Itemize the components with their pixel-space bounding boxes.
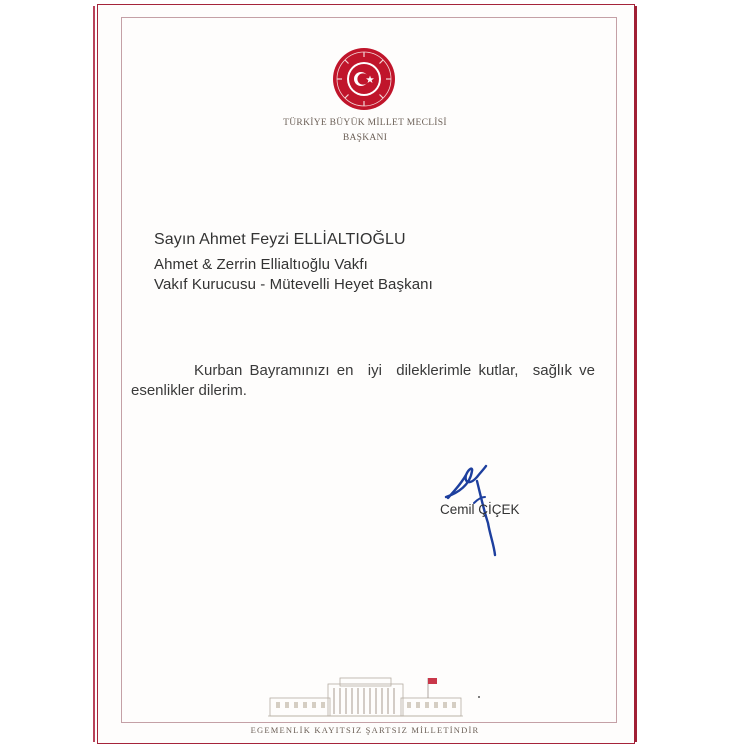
handwritten-signature (440, 463, 510, 573)
signer-name: Cemil ÇİÇEK (440, 502, 520, 517)
institution-name: TÜRKİYE BÜYÜK MİLLET MECLİSİ (283, 118, 447, 128)
footer-motto: EGEMENLİK KAYITSIZ ŞARTSIZ MİLLETİNDİR (250, 725, 480, 735)
recipient-name: Sayın Ahmet Feyzi ELLİALTIOĞLU (154, 231, 406, 248)
office-title: BAŞKANI (342, 133, 388, 143)
recipient-organization: Ahmet & Zerrin Ellialtıoğlu Vakfı (154, 256, 368, 273)
parliament-building-illustration (268, 672, 463, 718)
paper-speck (478, 696, 480, 698)
message-line-2: esenlikler dilerim. (131, 382, 247, 399)
frame-shadow-left (93, 6, 95, 742)
frame-shadow-right (634, 6, 637, 742)
parliament-emblem-icon (332, 47, 396, 111)
message-line-1: Kurban Bayramınızı en iyi dileklerimle kutlar, sağlık ve (194, 362, 595, 379)
recipient-title: Vakıf Kurucusu - Mütevelli Heyet Başkanı (154, 276, 433, 293)
